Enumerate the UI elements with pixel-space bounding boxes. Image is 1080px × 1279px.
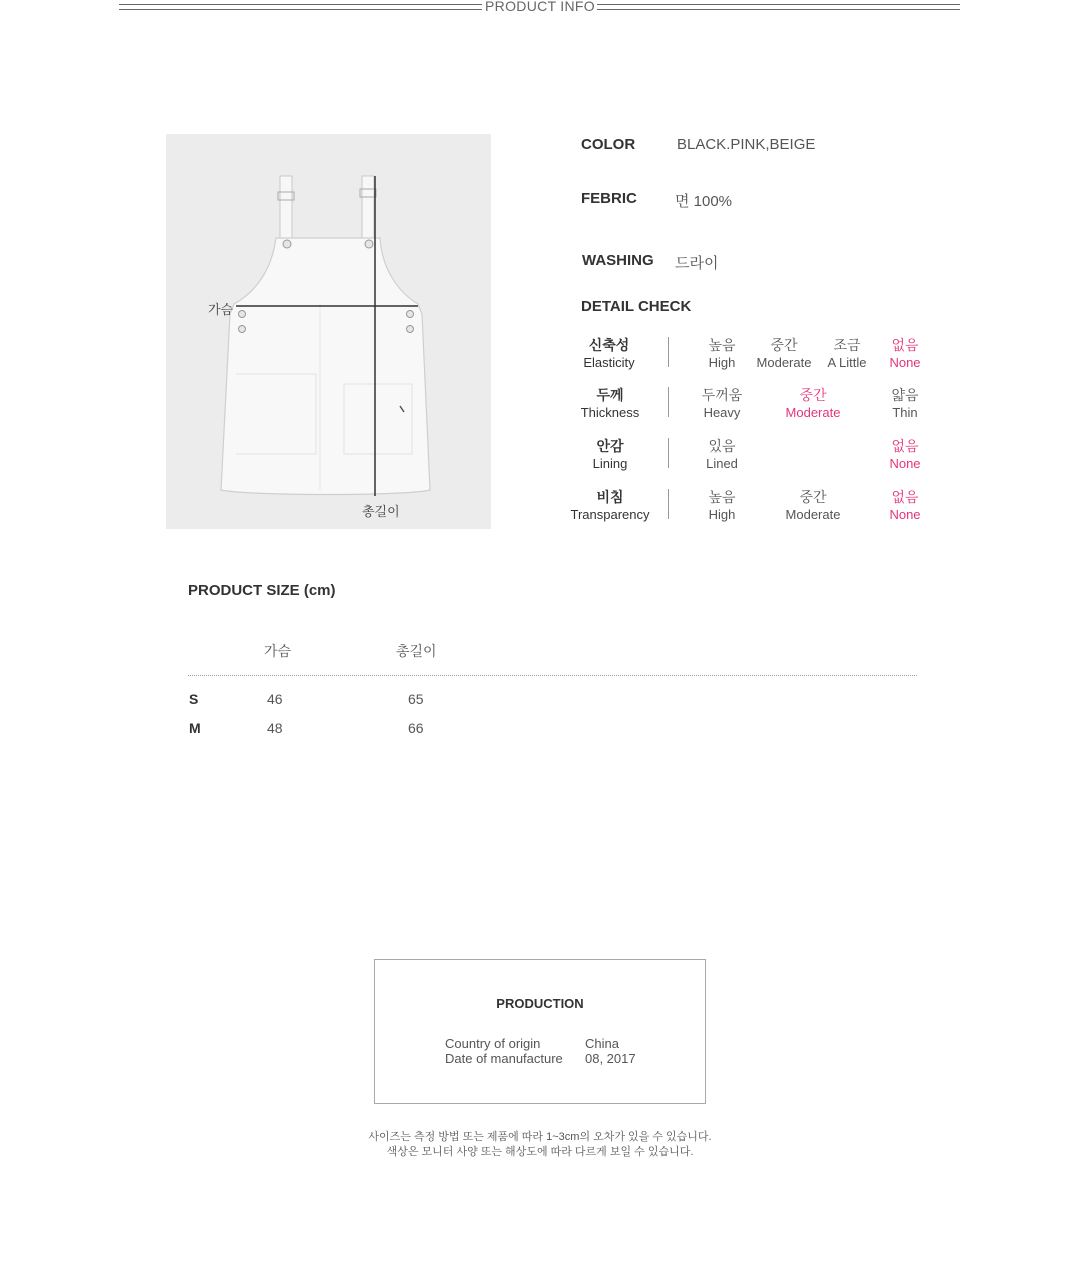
option-ko: 얇음 <box>891 387 919 403</box>
size-cell: 65 <box>408 691 424 707</box>
option-en: Moderate <box>756 355 812 370</box>
option-en: Lined <box>706 456 738 471</box>
option-en: None <box>889 456 921 471</box>
lining-ko: 안감 <box>596 438 624 454</box>
lining-option-none <box>860 437 950 473</box>
color-key: COLOR <box>581 136 636 153</box>
option-ko: 중간 <box>799 489 827 505</box>
washing-key: WASHING <box>582 252 654 269</box>
color-value: BLACK.PINK,BEIGE <box>677 136 816 153</box>
size-row-label: S <box>189 691 199 707</box>
elasticity-ko: 신축성 <box>588 337 630 353</box>
option-ko: 두꺼움 <box>701 387 743 403</box>
fabric-value: 면 100% <box>675 193 733 210</box>
thickness-name <box>565 386 655 422</box>
transparency-option-moderate <box>768 488 858 524</box>
lining-en: Lining <box>592 456 628 471</box>
transparency-divider <box>668 489 669 519</box>
thickness-option-moderate <box>768 386 858 422</box>
option-ko: 조금 <box>833 337 861 353</box>
elasticity-name <box>564 336 654 372</box>
size-header-length: 총길이 <box>396 643 437 659</box>
size-tolerance-note: 사이즈는 측정 방법 또는 제품에 따라 1~3cm의 오차가 있을 수 있습니다. <box>368 1131 712 1143</box>
lining-divider <box>668 438 669 468</box>
size-row-label: M <box>189 720 201 736</box>
fabric-key: FEBRIC <box>581 190 637 207</box>
length-label: 총길이 <box>362 504 400 519</box>
transparency-option-none <box>860 488 950 524</box>
chest-label: 가슴 <box>208 302 234 317</box>
section-title: PRODUCT INFO <box>485 0 595 14</box>
option-ko: 높음 <box>708 489 736 505</box>
thickness-option-heavy <box>677 386 767 422</box>
overall-dress-illustration <box>166 134 491 529</box>
production-box <box>374 959 706 1104</box>
detail-check-title: DETAIL CHECK <box>581 298 692 315</box>
lining-option-lined <box>677 437 767 473</box>
washing-value: 드라이 <box>675 255 719 272</box>
option-en: A Little <box>827 355 867 370</box>
option-ko: 없음 <box>891 438 919 454</box>
option-ko: 높음 <box>708 337 736 353</box>
size-cell: 66 <box>408 720 424 736</box>
option-en: Thin <box>892 405 918 420</box>
lining-name <box>565 437 655 473</box>
option-en: Moderate <box>785 405 841 420</box>
size-header-chest: 가슴 <box>264 643 292 659</box>
product-image <box>166 134 491 529</box>
option-en: Heavy <box>703 405 741 420</box>
date-label: Date of manufacture <box>445 1051 563 1066</box>
option-ko: 없음 <box>891 337 919 353</box>
thickness-divider <box>668 387 669 417</box>
option-en: Moderate <box>785 507 841 522</box>
origin-label: Country of origin <box>445 1036 541 1051</box>
elasticity-option-none <box>860 336 950 372</box>
thickness-en: Thickness <box>580 405 640 420</box>
option-en: High <box>708 507 736 522</box>
transparency-option-high <box>677 488 767 524</box>
date-value: 08, 2017 <box>585 1051 636 1066</box>
origin-value: China <box>585 1036 619 1051</box>
production-title: PRODUCTION <box>496 996 584 1011</box>
thickness-ko: 두께 <box>596 387 624 403</box>
elasticity-divider <box>668 337 669 367</box>
transparency-name <box>565 488 655 524</box>
option-en: High <box>708 355 736 370</box>
size-table-divider <box>188 675 917 676</box>
option-en: None <box>889 507 921 522</box>
transparency-en: Transparency <box>570 507 650 522</box>
size-cell: 48 <box>267 720 283 736</box>
transparency-ko: 비침 <box>596 489 624 505</box>
option-ko: 없음 <box>891 489 919 505</box>
size-cell: 46 <box>267 691 283 707</box>
option-ko: 중간 <box>770 337 798 353</box>
product-size-title: PRODUCT SIZE (cm) <box>188 582 336 599</box>
elasticity-en: Elasticity <box>583 355 635 370</box>
color-variance-note: 색상은 모니터 사양 또는 해상도에 따라 다르게 보일 수 있습니다. <box>386 1146 694 1158</box>
option-ko: 있음 <box>708 438 736 454</box>
thickness-option-thin <box>860 386 950 422</box>
option-en: None <box>889 355 921 370</box>
option-ko: 중간 <box>799 387 827 403</box>
